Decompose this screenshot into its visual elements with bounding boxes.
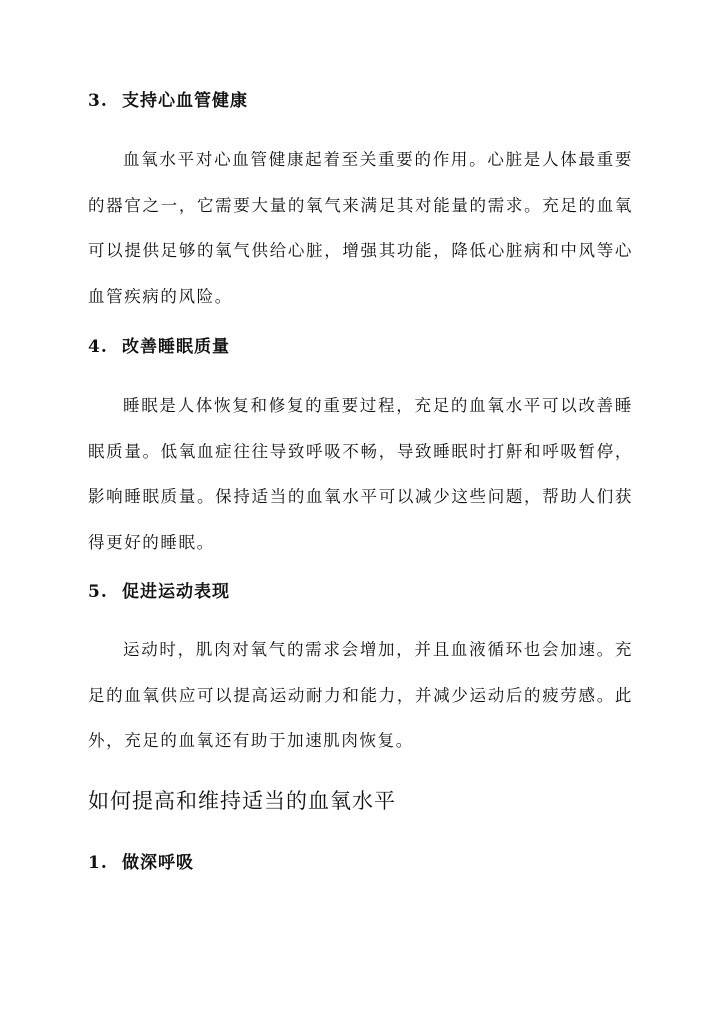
subheading-5-number: 5. (88, 582, 108, 602)
subheading-5-text: 促进运动表现 (122, 582, 230, 602)
subheading-3-number: 3. (88, 91, 108, 111)
subheading-1-number: 1. (88, 853, 108, 873)
subheading-1-text: 做深呼吸 (122, 853, 194, 873)
subheading-3-text: 支持心血管健康 (122, 91, 248, 111)
subheading-4-text: 改善睡眠质量 (122, 337, 230, 357)
paragraph-4: 睡眠是人体恢复和修复的重要过程，充足的血氧水平可以改善睡眠质量。低氧血症往往导致呼吸不畅，导致睡眠时打鼾和呼吸暂停，影响睡眠质量。保持适当的血氧水平可以减少这些问题，帮助人们获得更好的睡眠。 (88, 396, 633, 552)
subheading-5 (88, 580, 633, 604)
paragraph-5: 运动时，肌肉对氧气的需求会增加，并且血液循环也会加速。充足的血氧供应可以提高运动耐力和能力，并减少运动后的疲劳感。此外，充足的血氧还有助于加速肌肉恢复。 (88, 640, 633, 750)
subheading-4-number: 4. (88, 337, 108, 357)
section-title: 如何提高和维持适当的血氧水平 (88, 789, 396, 813)
subheading-4 (88, 335, 633, 359)
paragraph-3: 血氧水平对心血管健康起着至关重要的作用。心脏是人体最重要的器官之一，它需要大量的氧气来满足其对能量的需求。充足的血氧可以提供足够的氧气供给心脏，增强其功能，降低心脏病和中风等心血管疾病的风险。 (88, 150, 633, 306)
subheading-3 (88, 89, 633, 113)
subheading-1 (88, 851, 633, 875)
